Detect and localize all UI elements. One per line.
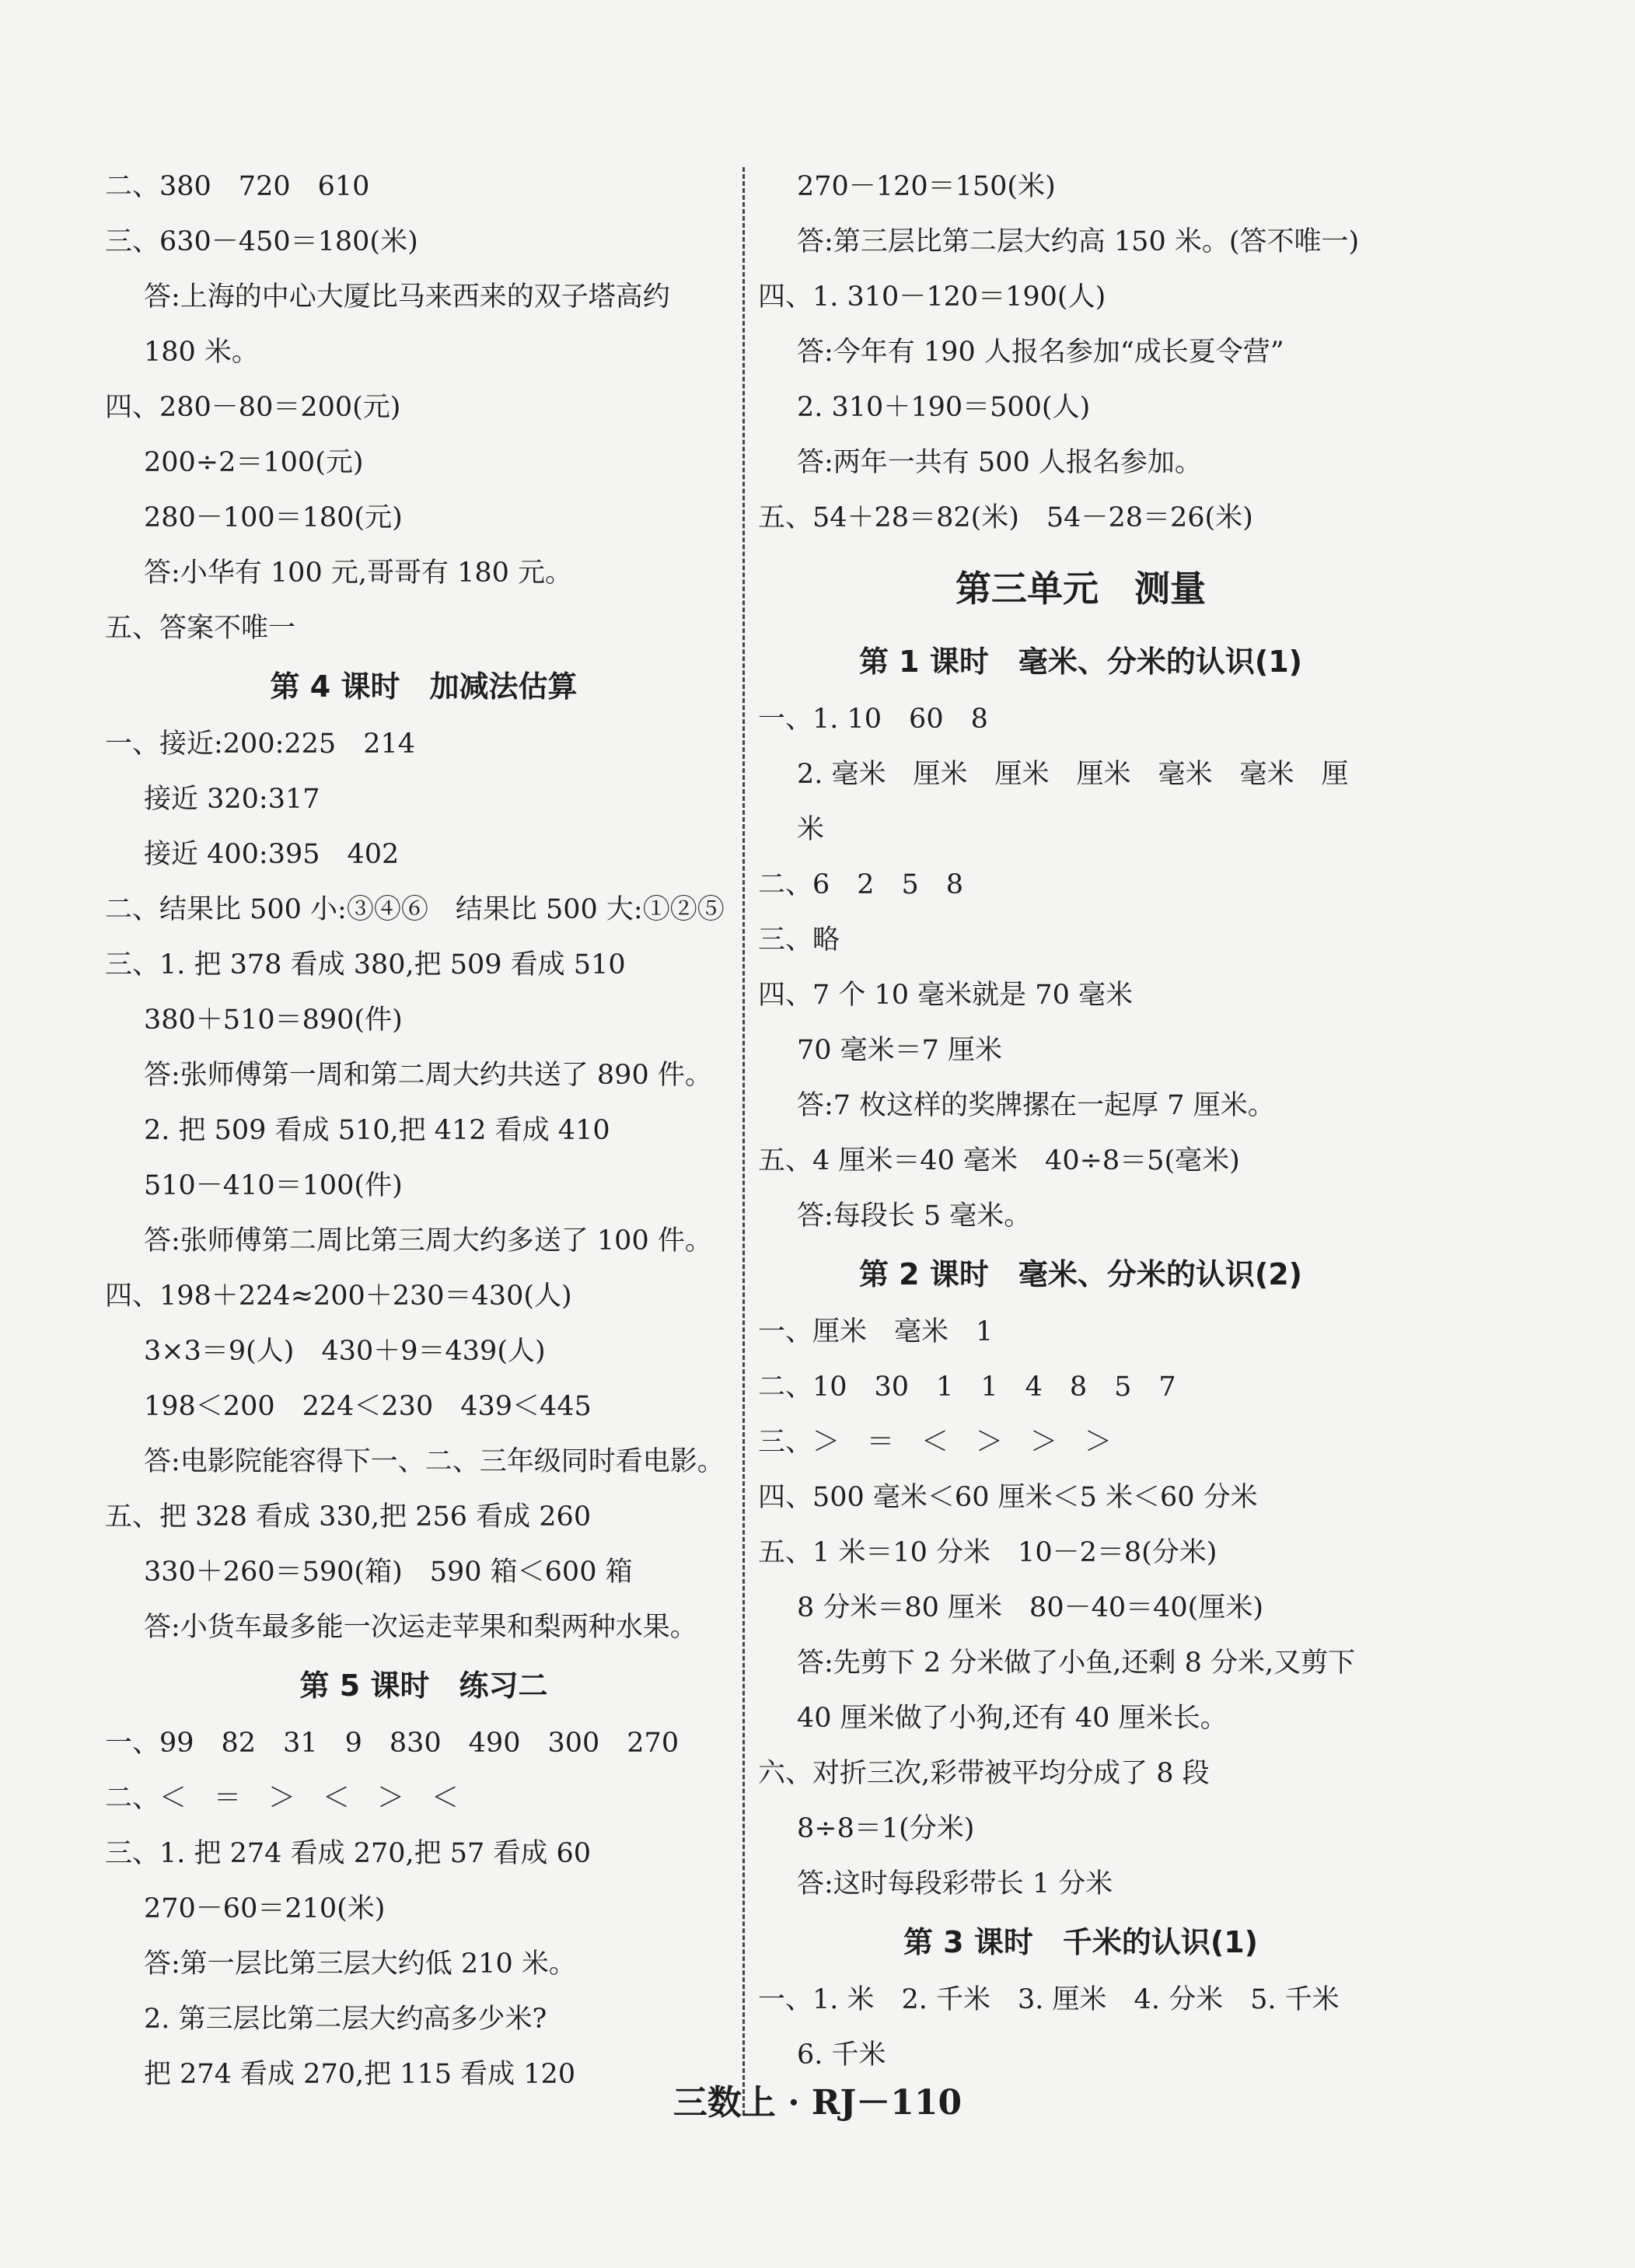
answer-line: 五、4 厘米＝40 毫米 40÷8＝5(毫米) xyxy=(758,1145,1240,1176)
answer-line: 三、630－450＝180(米) xyxy=(105,226,418,257)
answer-line: 280－100＝180(元) xyxy=(144,502,403,533)
left-column xyxy=(105,159,742,2102)
answer-line: 2. 第三层比第二层大约高多少米? xyxy=(144,2004,547,2035)
answer-line: 把 274 看成 270,把 115 看成 120 xyxy=(144,2059,576,2090)
answer-line: 三、略 xyxy=(758,924,840,956)
answer-line: 四、1. 310－120＝190(人) xyxy=(758,281,1106,313)
lesson-heading: 第 5 课时 练习二 xyxy=(299,1669,548,1703)
answer-line: 答:上海的中心大厦比马来西来的双子塔高约 xyxy=(144,281,670,313)
answer-line: 8÷8＝1(分米) xyxy=(797,1813,975,1844)
answer-line: 198＜200 224＜230 439＜445 xyxy=(144,1391,592,1422)
answer-line: 四、198＋224≈200＋230＝430(人) xyxy=(105,1281,572,1312)
answer-line: 答:先剪下 2 分米做了小鱼,还剩 8 分米,又剪下 xyxy=(797,1648,1356,1679)
answer-line: 五、把 328 看成 330,把 256 看成 260 xyxy=(105,1501,592,1532)
answer-line: 二、6 2 5 8 xyxy=(758,869,964,900)
answer-line: 答:小华有 100 元,哥哥有 180 元。 xyxy=(144,557,573,589)
answer-line: 答:每段长 5 毫米。 xyxy=(797,1200,1032,1232)
answer-line: 五、答案不唯一 xyxy=(105,613,296,644)
answer-line: 270－60＝210(米) xyxy=(144,1893,386,1924)
page-footer: 三数上 · RJ－110 xyxy=(673,2083,962,2123)
answer-line: 2. 310＋190＝500(人) xyxy=(797,392,1091,423)
answer-line: 四、500 毫米＜60 厘米＜5 米＜60 分米 xyxy=(758,1482,1258,1513)
answer-line: 二、380 720 610 xyxy=(105,171,370,202)
answer-line: 6. 千米 xyxy=(797,2039,886,2071)
answer-line: 510－410＝100(件) xyxy=(144,1170,403,1201)
answer-line: 四、280－80＝200(元) xyxy=(105,392,401,423)
unit-title: 第三单元 测量 xyxy=(955,568,1206,610)
lesson-heading: 第 1 课时 毫米、分米的认识(1) xyxy=(858,645,1303,679)
answer-line: 二、10 30 1 1 4 8 5 7 xyxy=(758,1372,1176,1403)
answer-line: 五、54＋28＝82(米) 54－28＝26(米) xyxy=(758,502,1253,533)
answer-line: 答:第一层比第三层大约低 210 米。 xyxy=(144,1948,576,1980)
answer-line: 答:这时每段彩带长 1 分米 xyxy=(797,1868,1113,1899)
answer-line: 40 厘米做了小狗,还有 40 厘米长。 xyxy=(797,1703,1228,1734)
answer-line: 三、＞ ＝ ＜ ＞ ＞ ＞ xyxy=(758,1427,1113,1458)
answer-line: 答:电影院能容得下一、二、三年级同时看电影。 xyxy=(144,1446,725,1477)
answer-line: 二、＜ ＝ ＞ ＜ ＞ ＜ xyxy=(105,1783,459,1814)
answer-line: 答:今年有 190 人报名参加“成长夏令营” xyxy=(797,337,1284,368)
answer-line: 180 米。 xyxy=(144,337,259,368)
answer-line: 8 分米＝80 厘米 80－40＝40(厘米) xyxy=(797,1592,1263,1623)
lesson-heading: 第 4 课时 加减法估算 xyxy=(270,669,578,704)
answer-line: 接近 400:395 402 xyxy=(144,839,400,870)
answer-line: 380＋510＝890(件) xyxy=(144,1005,403,1036)
answer-line: 一、99 82 31 9 830 490 300 270 xyxy=(105,1728,680,1759)
answer-line: 答:两年一共有 500 人报名参加。 xyxy=(797,447,1202,478)
answer-line: 2. 把 509 看成 510,把 412 看成 410 xyxy=(144,1115,610,1146)
answer-line: 米 xyxy=(797,814,825,845)
answer-line: 二、结果比 500 小:③④⑥ 结果比 500 大:①②⑤ xyxy=(105,894,725,925)
lesson-heading: 第 2 课时 毫米、分米的认识(2) xyxy=(858,1257,1303,1291)
answer-line: 一、1. 10 60 8 xyxy=(758,704,988,735)
answer-line: 六、对折三次,彩带被平均分成了 8 段 xyxy=(758,1758,1210,1789)
answer-line: 70 毫米＝7 厘米 xyxy=(797,1035,1003,1066)
answer-line: 三、1. 把 378 看成 380,把 509 看成 510 xyxy=(105,949,626,980)
answer-line: 一、厘米 毫米 1 xyxy=(758,1316,994,1347)
answer-line: 答:小货车最多能一次运走苹果和梨两种水果。 xyxy=(144,1612,697,1643)
answer-line: 答:张师傅第二周比第三周大约多送了 100 件。 xyxy=(144,1225,712,1256)
lesson-heading: 第 3 课时 千米的认识(1) xyxy=(903,1925,1259,1959)
answer-line: 一、接近:200:225 214 xyxy=(105,729,415,760)
column-divider xyxy=(742,167,745,2115)
answer-line: 答:张师傅第一周和第二周大约共送了 890 件。 xyxy=(144,1060,712,1091)
answer-line: 五、1 米＝10 分米 10－2＝8(分米) xyxy=(758,1537,1218,1568)
answer-line: 四、7 个 10 毫米就是 70 毫米 xyxy=(758,980,1133,1011)
answer-line: 3×3＝9(人) 430＋9＝439(人) xyxy=(144,1336,546,1367)
answer-line: 三、1. 把 274 看成 270,把 57 看成 60 xyxy=(105,1838,592,1869)
answer-line: 答:7 枚这样的奖牌摞在一起厚 7 厘米。 xyxy=(797,1090,1275,1121)
answer-line: 一、1. 米 2. 千米 3. 厘米 4. 分米 5. 千米 xyxy=(758,1984,1340,2015)
right-column xyxy=(758,159,1403,2083)
answer-line: 270－120＝150(米) xyxy=(797,171,1056,202)
answer-line: 接近 320:317 xyxy=(144,784,320,815)
answer-line: 330＋260＝590(箱) 590 箱＜600 箱 xyxy=(144,1557,633,1588)
answer-line: 答:第三层比第二层大约高 150 米。(答不唯一) xyxy=(797,226,1360,257)
answer-line: 2. 毫米 厘米 厘米 厘米 毫米 毫米 厘 xyxy=(797,759,1349,790)
answer-line: 200÷2＝100(元) xyxy=(144,447,364,478)
